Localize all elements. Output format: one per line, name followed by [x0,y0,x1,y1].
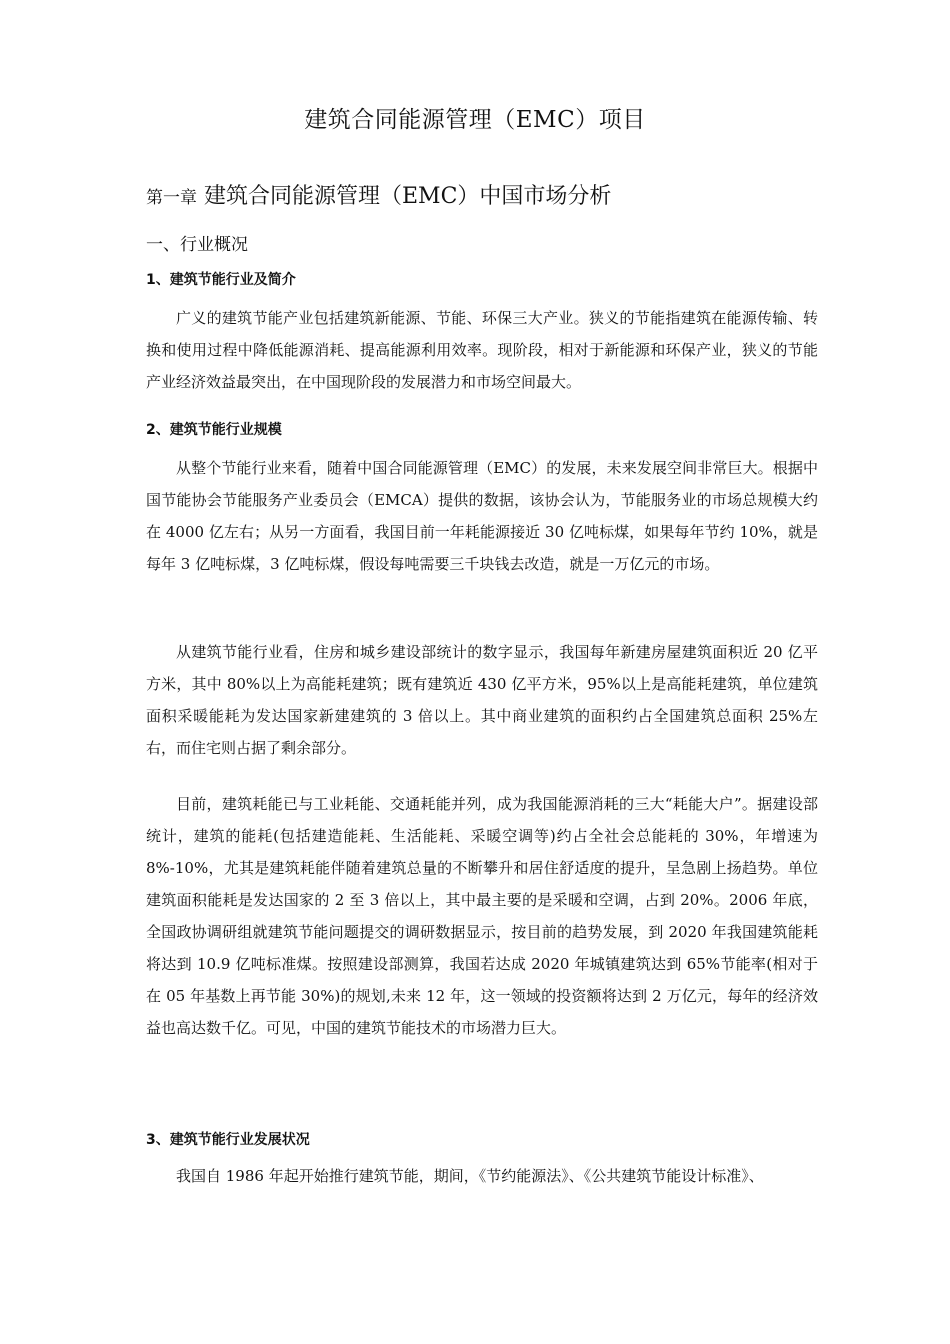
document-title: 建筑合同能源管理（EMC）项目 [304,107,646,133]
paragraph: 目前，建筑耗能已与工业耗能、交通耗能并列，成为我国能源消耗的三大“耗能大户”。据建设部统计，建筑的能耗(包括建造能耗、生活能耗、采暖空调等)约占全社会总能耗的 30%，年增速为 8%-10%，尤其是建筑耗能伴随着建筑总量的不断攀升和居住舒适度的提升，呈急剧上扬趋势。单位建筑面积能耗是发达国家的 2 至 3 倍以上，其中最主要的是采暖和空调，占到 20%。2006 年底，全国政协调研组就建筑节能问题提交的调研数据显示，按目前的趋势发展，到 2020 年我国建筑能耗将达到 10.9 亿吨标准煤。按照建设部测算，我国若达成 2020 年城镇建筑达到 65%节能率(相对于在 05 年基数上再节能 30%)的规划,未来 12 年，这一领域的投资额将达到 2 万亿元，每年的经济效益也高达数千亿。可见，中国的建筑节能技术的市场潜力巨大。 [146,795,818,1037]
subsection-heading-2: 2、建筑节能行业规模 [146,422,282,438]
chapter-title-text: 建筑合同能源管理（EMC）中国市场分析 [204,184,612,209]
section-heading: 一、行业概况 [146,235,248,255]
paragraph: 从整个节能行业来看，随着中国合同能源管理（EMC）的发展，未来发展空间非常巨大。根据中国节能协会节能服务产业委员会（EMCA）提供的数据，该协会认为，节能服务业的市场总规模大约在 4000 亿左右；从另一方面看，我国目前一年耗能源接近 30 亿吨标煤，如果每年节约 10%，就是每年 3 亿吨标煤，3 亿吨标煤，假设每吨需要三千块钱去改造，就是一万亿元的市场。 [146,459,818,573]
paragraph: 我国自 1986 年起开始推行建筑节能，期间，《节约能源法》、《公共建筑节能设计标准》、 [176,1167,764,1185]
chapter-number: 第一章 [146,188,197,208]
paragraph: 广义的建筑节能产业包括建筑新能源、节能、环保三大产业。狭义的节能指建筑在能源传输、转换和使用过程中降低能源消耗、提高能源利用效率。现阶段，相对于新能源和环保产业，狭义的节能产业经济效益最突出，在中国现阶段的发展潜力和市场空间最大。 [146,309,818,391]
subsection-heading-3: 3、建筑节能行业发展状况 [146,1132,310,1148]
subsection-heading-1: 1、建筑节能行业及简介 [146,272,296,288]
paragraph: 从建筑节能行业看，住房和城乡建设部统计的数字显示，我国每年新建房屋建筑面积近 20 亿平方米，其中 80%以上为高能耗建筑；既有建筑近 430 亿平方米，95%以上是高能耗建筑，单位建筑面积采暖能耗为发达国家新建建筑的 3 倍以上。其中商业建筑的面积约占全国建筑总面积 25%左右，而住宅则占据了剩余部分。 [146,643,818,757]
chapter-heading [146,181,826,214]
